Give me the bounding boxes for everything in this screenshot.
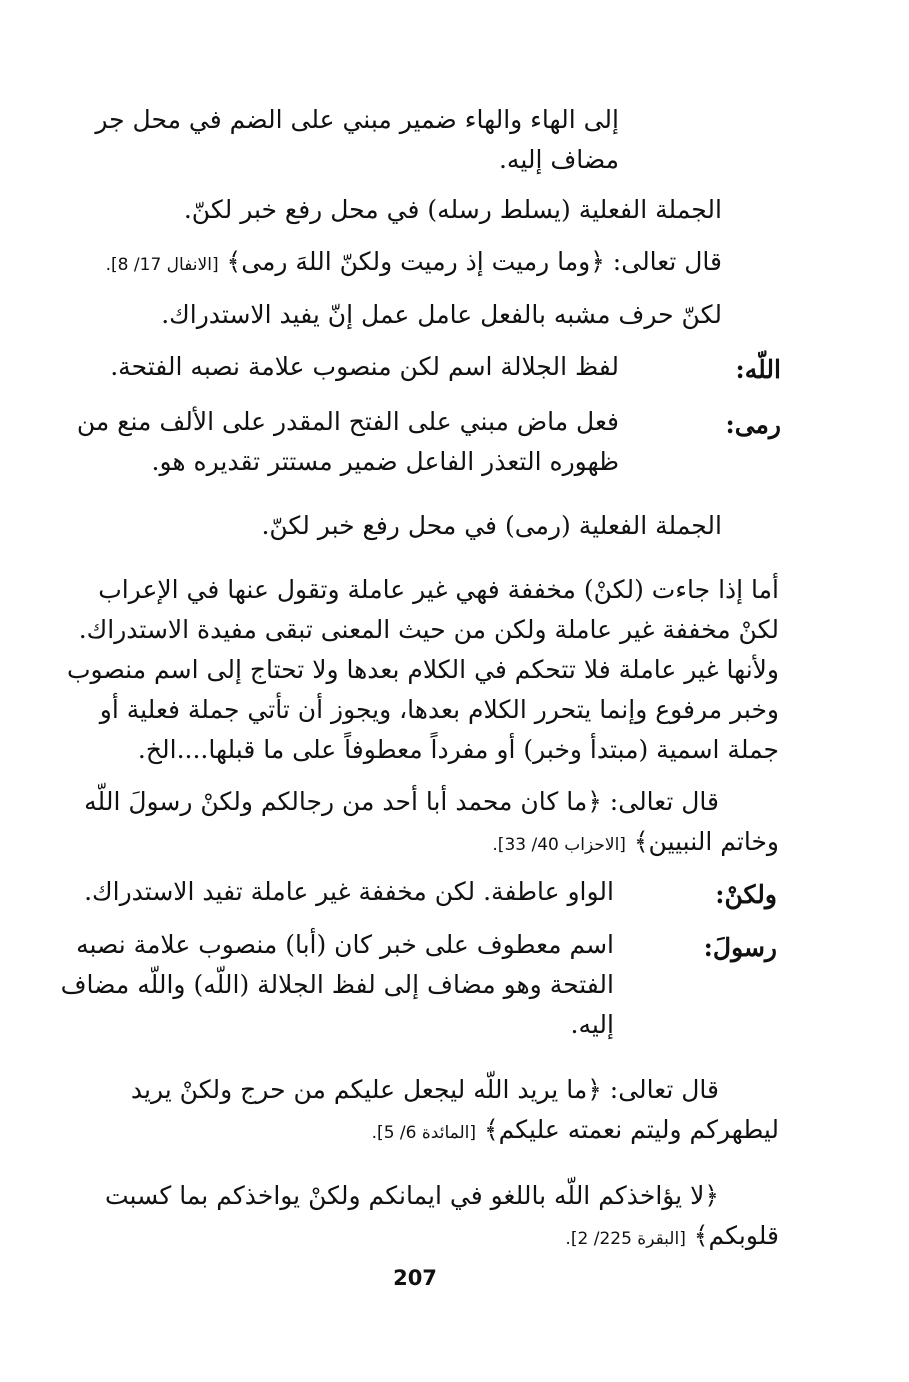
page-number: 207 [393,1266,437,1290]
quran-quote [565,1216,779,1259]
term-definition: فعل ماض مبني على الفتح المقدر على الألف منع من [76,407,619,436]
quote-text: وخاتم النبيين﴾ [625,827,779,856]
text-line: الجملة الفعلية (يسلط رسله) في محل رفع خبر لكنّ. [183,195,722,224]
text-line: لكنّ حرف مشبه بالفعل عامل عمل إنّ يفيد الاستدراك. [161,300,722,329]
term-label: رسولَ: [703,933,777,962]
verse-reference: [المائدة 6/ 5]. [371,1123,477,1143]
verse-reference: [البقرة 225/ 2]. [565,1229,686,1249]
quran-quote [492,822,779,865]
text-line: مضاف إليه. [498,145,619,174]
text-line: إلى الهاء والهاء ضمير مبني على الضم في محل جر [95,105,619,134]
term-definition: الواو عاطفة. لكن مخففة غير عاملة تفيد الاستدراك. [84,877,614,906]
paragraph-line: جملة اسمية (مبتدأ وخبر) أو مفرداً معطوفاً على ما قبلها....الخ. [137,735,779,764]
term-definition: الفتحة وهو مضاف إلى لفظ الجلالة (اللّه) واللّه مضاف [60,970,614,999]
paragraph-line: وخبر مرفوع وإنما يتحرر الكلام بعدها، ويجوز أن تأتي جملة فعلية أو [99,695,779,724]
term-definition: اسم معطوف على خبر كان (أبا) منصوب علامة نصبه [76,930,614,959]
term-definition: ظهوره التعذر الفاعل ضمير مستتر تقديره هو. [151,447,619,476]
term-label: رمى: [725,410,781,439]
term-label: ولكنْ: [715,880,777,909]
quran-quote [372,1110,779,1153]
paragraph-line: ولأنها غير عاملة فلا تتحكم في الكلام بعدها ولا تحتاج إلى اسم منصوب [67,655,779,684]
quote-text: ليطهركم وليتم نعمته عليكم﴾ [476,1115,779,1144]
paragraph-line: أما إذا جاءت (لكنْ) مخففة فهي غير عاملة وتقول عنها في الإعراب [98,575,779,604]
verse-reference: [الاحزاب 40/ 33]. [492,835,626,855]
quran-quote: قال تعالى: ﴿ما كان محمد أبا أحد من رجالكم ولكنْ رسولَ اللّه [84,787,719,816]
term-label: اللّه: [735,355,781,384]
term-definition: لفظ الجلالة اسم لكن منصوب علامة نصبه الفتحة. [110,352,619,381]
quote-text: قلوبكم﴾ [685,1221,779,1250]
paragraph-line: لكنْ مخففة غير عاملة ولكن من حيث المعنى تبقى مفيدة الاستدراك. [78,615,779,644]
quran-quote [106,242,722,285]
text-line: الجملة الفعلية (رمى) في محل رفع خبر لكنّ. [261,511,722,540]
quran-quote: ﴿لا يؤاخذكم اللّه باللغو في ايمانكم ولكنْ يواخذكم بما كسبت [104,1181,719,1210]
quote-text: قال تعالى: ﴿وما رميت إذ رميت ولكنّ اللهَ رمى﴾ [218,247,722,276]
quran-quote: قال تعالى: ﴿ما يريد اللّه ليجعل عليكم من حرج ولكنْ يريد [130,1075,719,1104]
term-definition: إليه. [570,1010,614,1039]
verse-reference: [الانفال 17/ 8]. [105,255,219,275]
